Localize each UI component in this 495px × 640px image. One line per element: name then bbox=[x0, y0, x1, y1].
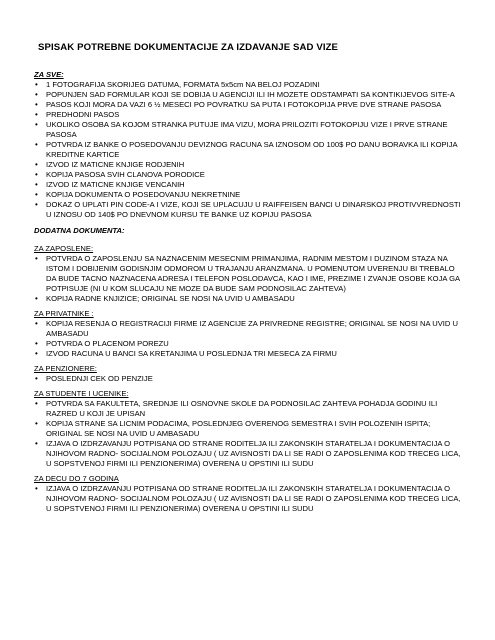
section-2 bbox=[34, 244, 464, 304]
section-3 bbox=[34, 309, 464, 359]
list-item: • PREDHODNI PASOS bbox=[34, 110, 464, 120]
bullet-list bbox=[34, 374, 464, 384]
list-item: • PASOS KOJI MORA DA VAZI 6 ½ MESECI PO POVRATKU SA PUTA I FOTOKOPIJA PRVE DVE STRANE PASOSA bbox=[34, 100, 464, 110]
list-item: • IZJAVA O IZDRZAVANJU POTPISANA OD STRANE RODITELJA ILI ZAKONSKIH STARATELJA I DOKUMENTACIJA O NJIHOVOM RADNO- SOCIJALNOM POLOZAJU ( UZ AVISNOSTI DA LI SE RADI O ZAPOSLENIMA KOD TRECEG LICA, U SOPSTVENOJ FIRMI ILI PENZIONERIMA) OVERENA U OPSTINI ILI SUDU bbox=[34, 439, 464, 469]
section-4 bbox=[34, 364, 464, 384]
list-item: • UKOLIKO OSOBA SA KOJOM STRANKA PUTUJE IMA VIZU, MORA PRILOZITI FOTOKOPIJU VIZE I PRVE STRANE PASOSA bbox=[34, 120, 464, 140]
list-item: • KOPIJA STRANE SA LICNIM PODACIMA, POSLEDNJEG OVERENOG SEMESTRA I SVIH POLOZENIH ISPITA; ORIGINAL SE NOSI NA UVID U AMBASADU bbox=[34, 419, 464, 439]
list-item: • POTVRDA SA FAKULTETA, SREDNJE ILI OSNOVNE SKOLE DA PODNOSILAC ZAHTEVA POHADJA GODINU ILI RAZRED U KOJI JE UPISAN bbox=[34, 399, 464, 419]
section-heading: ZA ZAPOSLENE: bbox=[34, 244, 94, 253]
list-item: • KOPIJA RESENJA O REGISTRACIJI FIRME IZ AGENCIJE ZA PRIVREDNE REGISTRE; ORIGINAL SE NOSI NA UVID U AMBASADU bbox=[34, 319, 464, 339]
bullet-list bbox=[34, 399, 464, 469]
document-body bbox=[34, 70, 464, 514]
section-6 bbox=[34, 474, 464, 514]
bullet-list bbox=[34, 80, 464, 220]
bullet-list bbox=[34, 484, 464, 514]
section-5 bbox=[34, 389, 464, 469]
section-heading: ZA PRIVATNIKE : bbox=[34, 309, 94, 318]
list-item: • KOPIJA PASOSA SVIH CLANOVA PORODICE bbox=[34, 170, 464, 180]
list-item: • POTVRDA IZ BANKE O POSEDOVANJU DEVIZNOG RACUNA SA IZNOSOM OD 100$ PO DANU BORAVKA ILI KOPIJA KREDITNE KARTICE bbox=[34, 140, 464, 160]
list-item: • KOPIJA RADNE KNJIZICE; ORIGINAL SE NOSI NA UVID U AMBASADU bbox=[34, 294, 464, 304]
list-item: • IZVOD IZ MATICNE KNJIGE VENCANIH bbox=[34, 180, 464, 190]
list-item: • POTVRDA O PLACENOM POREZU bbox=[34, 339, 464, 349]
section-heading: ZA STUDENTE I UCENIKE: bbox=[34, 389, 129, 398]
section-heading: ZA PENZIONERE: bbox=[34, 364, 97, 373]
page-title: SPISAK POTREBNE DOKUMENTACIJE ZA IZDAVANJE SAD VIZE bbox=[38, 42, 339, 53]
list-item: • IZJAVA O IZDRZAVANJU POTPISANA OD STRANE RODITELJA ILI ZAKONSKIH STARATELJA I DOKUMENTACIJA O NJIHOVOM RADNO- SOCIJALNOM POLOZAJU ( UZ AVISNOSTI DA LI SE RADI O ZAPOSLENIMA KOD TRECEG LICA, U SOPSTVENOJ FIRMI ILI PENZIONERIMA) OVERENA U OPSTINI ILI SUDU bbox=[34, 484, 464, 514]
section-1 bbox=[34, 226, 464, 236]
section-heading: ZA DECU DO 7 GODINA bbox=[34, 474, 119, 483]
list-item: • 1 FOTOGRAFIJA SKORIJEG DATUMA, FORMATA 5x5cm NA BELOJ POZADINI bbox=[34, 80, 464, 90]
list-item: • POPUNJEN SAD FORMULAR KOJI SE DOBIJA U AGENCIJI ILI IH MOZETE ODSTAMPATI SA KONTIKIJEVOG SITE-A bbox=[34, 90, 464, 100]
list-item: • IZVOD RACUNA U BANCI SA KRETANJIMA U POSLEDNJA TRI MESECA ZA FIRMU bbox=[34, 349, 464, 359]
list-item: • KOPIJA DOKUMENTA O POSEDOVANJU NEKRETNINE bbox=[34, 190, 464, 200]
section-heading: DODATNA DOKUMENTA: bbox=[34, 226, 125, 235]
bullet-list bbox=[34, 254, 464, 304]
list-item: • IZVOD IZ MATICNE KNJIGE RODJENIH bbox=[34, 160, 464, 170]
bullet-list bbox=[34, 319, 464, 359]
list-item: • POSLEDNJI CEK OD PENZIJE bbox=[34, 374, 464, 384]
list-item: • POTVRDA O ZAPOSLENJU SA NAZNACENIM MESECNIM PRIMANJIMA, RADNIM MESTOM I DUZINOM STAZA NA ISTOM I DOBIJENIM GODISNJIM ODMOROM U TRAJANJU ARANZMANA. U POMENUTOM UVERENJU BI TREBALO DA BUDE TACNO NAZNACENA ADRESA I TELEFON POSLODAVCA, KAO I IME, PREZIME I ZVANJE OSOBE KOJA GA POTPISUJE (NI U KOM SLUCAJU NE MOZE DA BUDE SAM PODNOSILAC ZAHTEVA) bbox=[34, 254, 464, 294]
list-item: • DOKAZ O UPLATI PIN CODE-A I VIZE, KOJI SE UPLACUJU U RAIFFEISEN BANCI U DINARSKOJ PROTIVVREDNOSTI U IZNOSU OD 140$ PO DNEVNOM KURSU TE BANKE UZ KOPIJU PASOSA bbox=[34, 200, 464, 220]
section-0 bbox=[34, 70, 464, 220]
section-heading: ZA SVE: bbox=[34, 70, 64, 79]
